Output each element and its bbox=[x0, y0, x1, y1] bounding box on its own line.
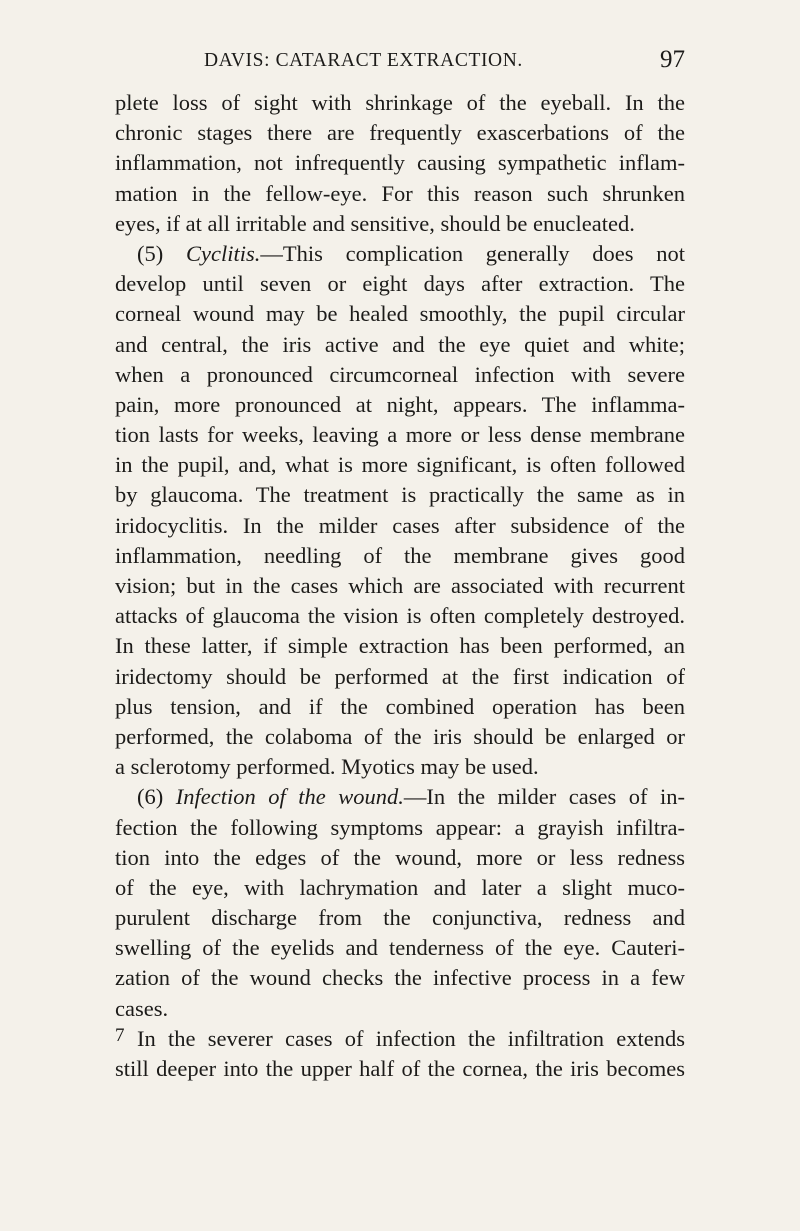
text-line: in the pupil, and, what is more significant, is often followed bbox=[115, 452, 685, 478]
section-number: (5) bbox=[137, 240, 186, 266]
text-line: iridocyclitis. In the milder cases after subsidence of the bbox=[115, 512, 685, 538]
text-line: zation of the wound checks the infective process in a few bbox=[115, 965, 685, 991]
text-line: corneal wound may be healed smoothly, the pupil circular bbox=[115, 301, 685, 327]
text-line: of the eye, with lachrymation and later a slight muco- bbox=[115, 874, 685, 900]
text-line: In these latter, if simple extraction has been performed, an bbox=[115, 633, 685, 659]
signature-mark: 7 bbox=[115, 1025, 125, 1046]
text-line: pain, more pronounced at night, appears. The inflamma- bbox=[115, 391, 685, 417]
page-number: 97 bbox=[660, 46, 685, 73]
section-line-rest: —In the milder cases of in- bbox=[403, 784, 685, 810]
text-line: eyes, if at all irritable and sensitive, should be enucleated. bbox=[115, 210, 635, 236]
text-line: swelling of the eyelids and tenderness of the eye. Cauteri- bbox=[115, 935, 685, 961]
text-line: still deeper into the upper half of the cornea, the iris becomes bbox=[115, 1056, 685, 1081]
body-text bbox=[115, 88, 685, 1084]
text-line: inflammation, not infrequently causing sympathetic inflam- bbox=[115, 150, 685, 176]
text-line: cases. bbox=[115, 995, 169, 1021]
text-line: plete loss of sight with shrinkage of the eyeball. In the bbox=[115, 90, 685, 115]
page-header bbox=[0, 46, 800, 82]
text-line: iridectomy should be performed at the first indication of bbox=[115, 663, 685, 689]
text-line: a sclerotomy performed. Myotics may be used. bbox=[115, 754, 539, 780]
section-line-rest: —This complication generally does not bbox=[260, 240, 685, 266]
section-title-infection: Infection of the wound. bbox=[175, 784, 404, 810]
text-line: fection the following symptoms appear: a grayish infiltra- bbox=[115, 814, 685, 840]
text-line: mation in the fellow-eye. For this reason such shrunken bbox=[115, 180, 685, 206]
text-line: tion into the edges of the wound, more or less redness bbox=[115, 844, 685, 870]
section-title-cyclitis: Cyclitis. bbox=[185, 240, 261, 266]
text-line: attacks of glaucoma the vision is often completely destroyed. bbox=[115, 603, 685, 629]
section-number: (6) bbox=[137, 784, 176, 810]
text-line: inflammation, needling of the membrane gives good bbox=[115, 542, 685, 568]
section-heading-line bbox=[115, 782, 685, 812]
text-line: performed, the colaboma of the iris should be enlarged or bbox=[115, 723, 685, 749]
text-line: In the severer cases of infection the infiltration extends bbox=[137, 1025, 685, 1051]
text-line: when a pronounced circumcorneal infection with severe bbox=[115, 361, 685, 387]
text-line: purulent discharge from the conjunctiva, redness and bbox=[115, 905, 685, 931]
text-line: develop until seven or eight days after extraction. The bbox=[115, 271, 685, 297]
text-line: chronic stages there are frequently exascerbations of the bbox=[115, 120, 685, 146]
text-line: vision; but in the cases which are associated with recurrent bbox=[115, 573, 685, 598]
text-line: and central, the iris active and the eye quiet and white; bbox=[115, 331, 685, 357]
section-heading-line bbox=[115, 239, 685, 269]
text-line: plus tension, and if the combined operation has been bbox=[115, 693, 685, 719]
text-line: by glaucoma. The treatment is practically the same as in bbox=[115, 482, 685, 508]
text-line: tion lasts for weeks, leaving a more or less dense membrane bbox=[115, 422, 685, 448]
running-head: DAVIS: CATARACT EXTRACTION. bbox=[204, 50, 523, 71]
